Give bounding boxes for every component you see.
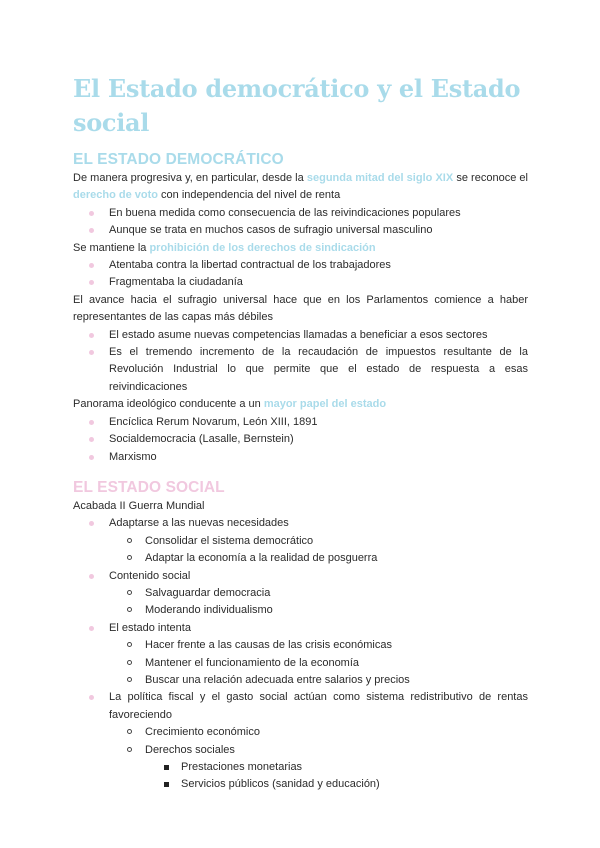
list-item: Encíclica Rerum Novarum, León XIII, 1891 (73, 414, 528, 431)
highlight-prohibicion: prohibición de los derechos de sindicación (149, 241, 376, 254)
list-item (73, 568, 528, 620)
text-run: con independencia del nivel de renta (157, 189, 341, 202)
paragraph-panorama (73, 396, 528, 413)
sub-list-item: Mantener el funcionamiento de la economía (109, 655, 528, 672)
sub-list (109, 585, 528, 620)
sub-list-item: Consolidar el sistema democrático (109, 533, 528, 550)
sub-list (109, 533, 528, 568)
sub-sub-list (145, 759, 528, 794)
list-item-label: La política fiscal y el gasto social actúan como sistema redistributivo de rentas favoreciendo (109, 691, 528, 721)
sub-list-item: Salvaguardar democracia (109, 585, 528, 602)
list-item (73, 689, 528, 793)
list-item: Es el tremendo incremento de la recaudación de impuestos resultante de la Revolución Industrial lo que permite que el estado de respuesta a esas reivindicaciones (73, 344, 528, 396)
list-item: Aunque se trata en muchos casos de sufragio universal masculino (73, 222, 528, 239)
section-heading-estado-democratico: EL ESTADO DEMOCRÁTICO (73, 151, 284, 168)
bullet-list (73, 257, 528, 292)
bullet-list (73, 327, 528, 397)
sub-list-item: Buscar una relación adecuada entre salarios y precios (109, 672, 528, 689)
list-item-label: El estado intenta (109, 621, 191, 634)
text-run: se reconoce el (453, 172, 528, 184)
sub-sub-list-item: Servicios públicos (sanidad y educación) (145, 776, 528, 793)
paragraph-posguerra: Acabada II Guerra Mundial (73, 499, 205, 512)
section-heading-estado-social: EL ESTADO SOCIAL (73, 478, 225, 496)
list-item-label: Adaptarse a las nuevas necesidades (109, 517, 289, 530)
text-run: De manera progresiva y, en particular, desde la (73, 172, 307, 184)
text-run: Panorama ideológico conducente a un (73, 398, 264, 411)
highlight-segunda-mitad: segunda mitad del siglo XIX (306, 172, 454, 184)
sub-list (109, 637, 528, 689)
page-title: El Estado democrático y el Estado social (73, 74, 521, 137)
paragraph-sindicacion (73, 240, 528, 257)
list-item: Atentaba contra la libertad contractual de los trabajadores (73, 257, 528, 274)
sub-list-item: Moderando individualismo (109, 602, 528, 619)
sub-sub-list-item: Prestaciones monetarias (145, 759, 528, 776)
bullet-list (73, 414, 528, 466)
text-run: Se mantiene la (73, 241, 150, 254)
sub-list-item (109, 742, 528, 794)
highlight-mayor-papel: mayor papel del estado (263, 398, 387, 411)
list-item: Fragmentaba la ciudadanía (73, 274, 528, 291)
list-item (73, 515, 528, 567)
sub-list-item: Hacer frente a las causas de las crisis económicas (109, 637, 528, 654)
paragraph-avance: El avance hacia el sufragio universal hace que en los Parlamentos comience a haber representantes de las capas más débiles (73, 293, 528, 324)
list-item: El estado asume nuevas competencias llamadas a beneficiar a esos sectores (73, 327, 528, 344)
bullet-list (73, 205, 528, 240)
list-item: Marxismo (73, 449, 528, 466)
highlight-derecho-voto: derecho de voto (73, 189, 158, 202)
bullet-list (73, 515, 528, 794)
list-item-label: Contenido social (109, 569, 191, 582)
paragraph-sufragio (73, 170, 528, 205)
list-item: Socialdemocracia (Lasalle, Bernstein) (73, 431, 528, 448)
sub-list (109, 724, 528, 794)
list-item (73, 620, 528, 690)
sub-list-item-label: Derechos sociales (145, 743, 235, 756)
list-item: En buena medida como consecuencia de las reivindicaciones populares (73, 205, 528, 222)
sub-list-item: Adaptar la economía a la realidad de posguerra (109, 550, 528, 567)
sub-list-item: Crecimiento económico (109, 724, 528, 741)
